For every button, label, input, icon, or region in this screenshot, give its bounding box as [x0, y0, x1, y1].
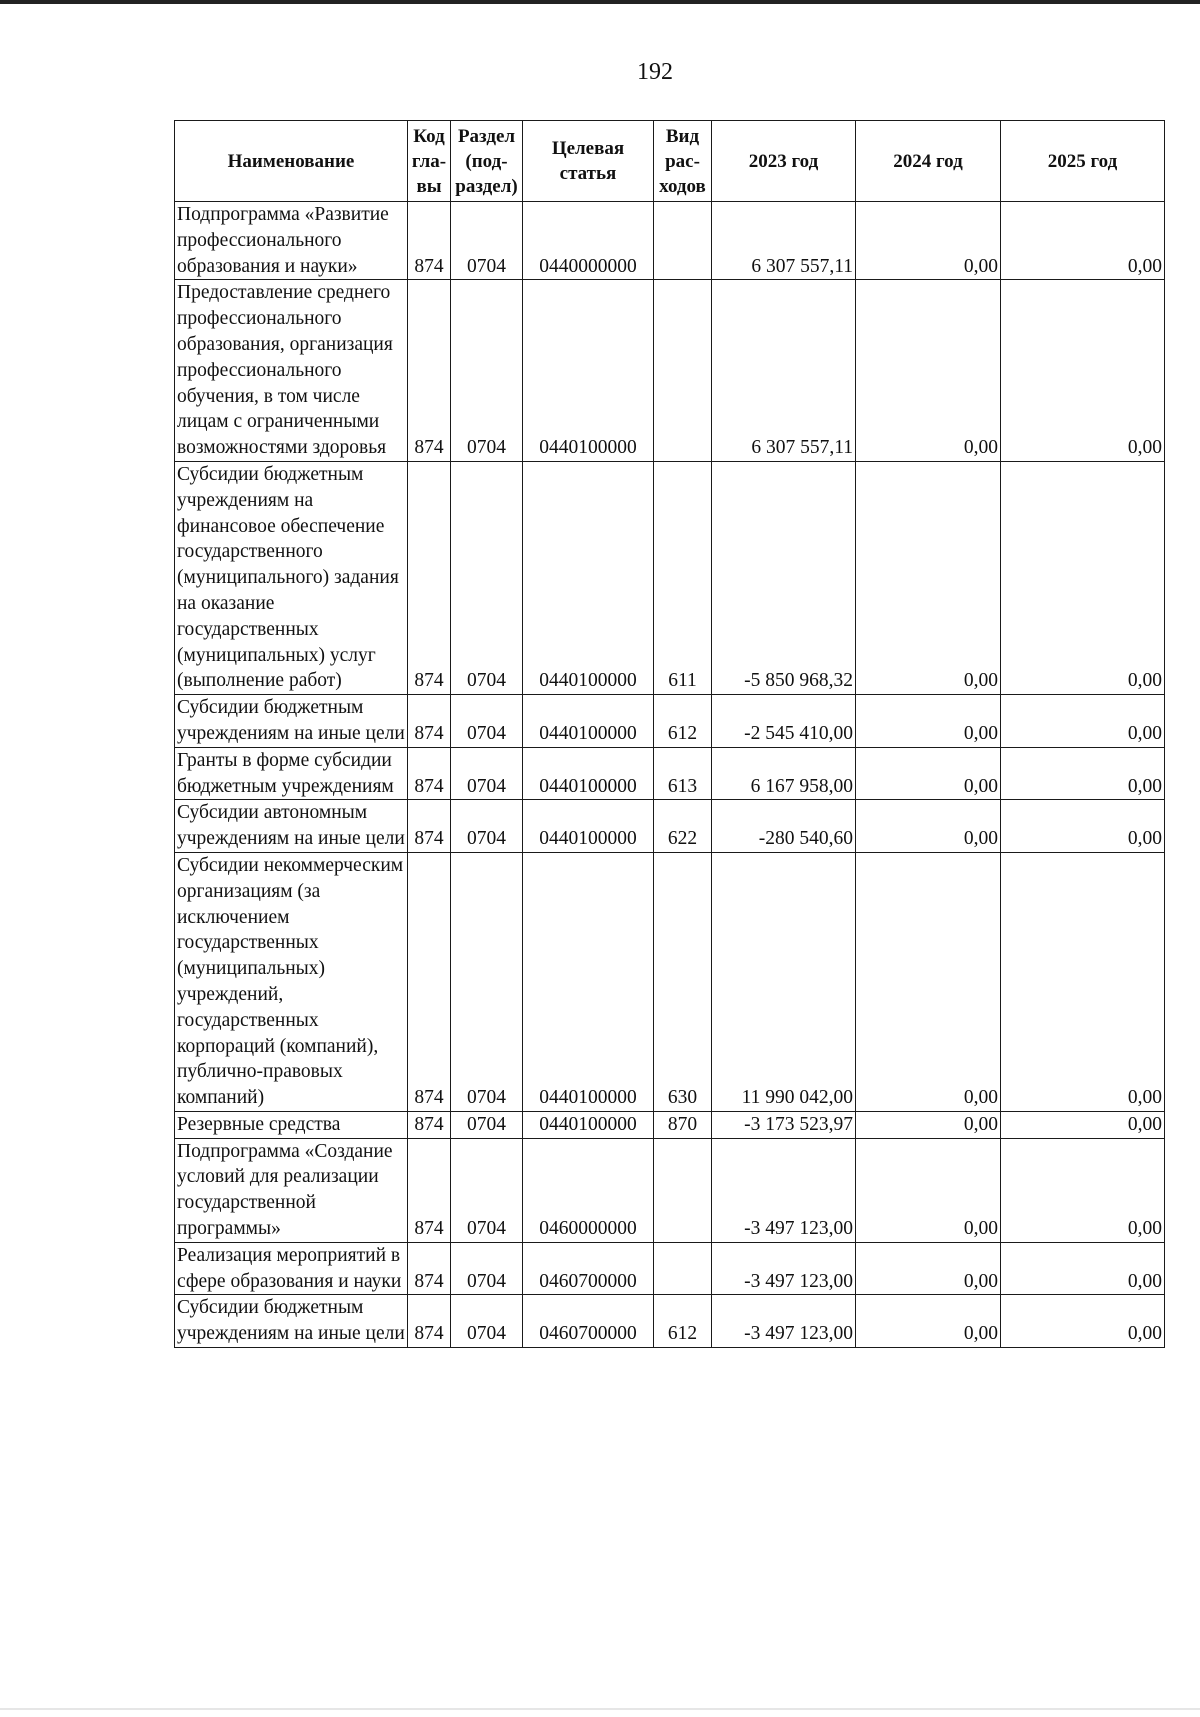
cell-2024: 0,00 [856, 1242, 1001, 1295]
cell-section: 0704 [451, 1111, 523, 1138]
cell-2025: 0,00 [1001, 695, 1165, 748]
cell-target-article: 0460700000 [523, 1242, 654, 1295]
cell-name: Субсидии бюджетным учреждениям на иные цели [175, 1295, 408, 1348]
cell-expense-type [654, 280, 712, 462]
cell-name: Субсидии некоммерческим организациям (за исключением государственных (муниципальных) учреждений, государственных корпораций (компаний), публично-правовых компаний) [175, 852, 408, 1111]
table-row [175, 1138, 1165, 1242]
cell-2025: 0,00 [1001, 747, 1165, 800]
header-2023: 2023 год [712, 121, 856, 202]
cell-chapter-code: 874 [408, 1111, 451, 1138]
cell-target-article: 0440100000 [523, 280, 654, 462]
table-row [175, 202, 1165, 280]
table-row [175, 280, 1165, 462]
cell-chapter-code: 874 [408, 747, 451, 800]
cell-2025: 0,00 [1001, 202, 1165, 280]
cell-expense-type: 611 [654, 461, 712, 694]
scan-top-edge [0, 0, 1200, 4]
table-row [175, 1295, 1165, 1348]
table-row [175, 852, 1165, 1111]
cell-chapter-code: 874 [408, 202, 451, 280]
cell-2024: 0,00 [856, 695, 1001, 748]
cell-2024: 0,00 [856, 202, 1001, 280]
cell-target-article: 0440100000 [523, 461, 654, 694]
header-row [175, 121, 1165, 202]
cell-section: 0704 [451, 280, 523, 462]
table-row [175, 747, 1165, 800]
cell-2024: 0,00 [856, 852, 1001, 1111]
table-header [175, 121, 1165, 202]
header-2024: 2024 год [856, 121, 1001, 202]
cell-2025: 0,00 [1001, 1111, 1165, 1138]
cell-target-article: 0440100000 [523, 695, 654, 748]
cell-2025: 0,00 [1001, 1242, 1165, 1295]
table-body [175, 202, 1165, 1348]
cell-expense-type: 870 [654, 1111, 712, 1138]
cell-2023: -3 497 123,00 [712, 1242, 856, 1295]
cell-section: 0704 [451, 1295, 523, 1348]
cell-expense-type: 622 [654, 800, 712, 853]
header-expense-type: Вид рас-ходов [654, 121, 712, 202]
cell-2023: 6 307 557,11 [712, 202, 856, 280]
cell-expense-type: 630 [654, 852, 712, 1111]
table-row [175, 695, 1165, 748]
cell-2023: -3 497 123,00 [712, 1138, 856, 1242]
cell-name: Резервные средства [175, 1111, 408, 1138]
cell-name: Гранты в форме субсидии бюджетным учреждениям [175, 747, 408, 800]
page-number: 192 [637, 59, 673, 85]
cell-expense-type: 613 [654, 747, 712, 800]
cell-2025: 0,00 [1001, 461, 1165, 694]
cell-name: Подпрограмма «Создание условий для реализации государственной программы» [175, 1138, 408, 1242]
cell-2024: 0,00 [856, 1138, 1001, 1242]
cell-chapter-code: 874 [408, 800, 451, 853]
cell-2023: -3 173 523,97 [712, 1111, 856, 1138]
cell-name: Реализация мероприятий в сфере образования и науки [175, 1242, 408, 1295]
cell-target-article: 0440100000 [523, 852, 654, 1111]
header-section: Раздел (под-раздел) [451, 121, 523, 202]
table-row [175, 800, 1165, 853]
cell-expense-type [654, 1138, 712, 1242]
cell-name: Субсидии автономным учреждениям на иные цели [175, 800, 408, 853]
cell-section: 0704 [451, 695, 523, 748]
cell-2023: -280 540,60 [712, 800, 856, 853]
cell-target-article: 0440100000 [523, 747, 654, 800]
cell-name: Субсидии бюджетным учреждениям на финансовое обеспечение государственного (муниципального) задания на оказание государственных (муниципальных) услуг (выполнение работ) [175, 461, 408, 694]
cell-chapter-code: 874 [408, 461, 451, 694]
cell-chapter-code: 874 [408, 1138, 451, 1242]
header-2025: 2025 год [1001, 121, 1165, 202]
cell-section: 0704 [451, 1138, 523, 1242]
cell-2024: 0,00 [856, 461, 1001, 694]
cell-2023: 6 307 557,11 [712, 280, 856, 462]
table-row [175, 1111, 1165, 1138]
cell-expense-type: 612 [654, 695, 712, 748]
cell-section: 0704 [451, 461, 523, 694]
cell-2024: 0,00 [856, 747, 1001, 800]
cell-section: 0704 [451, 800, 523, 853]
cell-2025: 0,00 [1001, 1295, 1165, 1348]
table-row [175, 461, 1165, 694]
cell-section: 0704 [451, 852, 523, 1111]
cell-section: 0704 [451, 747, 523, 800]
cell-2023: -2 545 410,00 [712, 695, 856, 748]
cell-2024: 0,00 [856, 800, 1001, 853]
cell-expense-type [654, 1242, 712, 1295]
cell-target-article: 0460000000 [523, 1138, 654, 1242]
table-row [175, 1242, 1165, 1295]
cell-2024: 0,00 [856, 1295, 1001, 1348]
budget-table [174, 120, 1165, 1348]
cell-section: 0704 [451, 1242, 523, 1295]
cell-2023: -5 850 968,32 [712, 461, 856, 694]
cell-chapter-code: 874 [408, 1242, 451, 1295]
cell-section: 0704 [451, 202, 523, 280]
cell-target-article: 0460700000 [523, 1295, 654, 1348]
cell-chapter-code: 874 [408, 1295, 451, 1348]
cell-chapter-code: 874 [408, 695, 451, 748]
cell-2024: 0,00 [856, 1111, 1001, 1138]
cell-name: Подпрограмма «Развитие профессионального образования и науки» [175, 202, 408, 280]
header-chapter-code: Код глa-вы [408, 121, 451, 202]
cell-target-article: 0440100000 [523, 800, 654, 853]
cell-name: Субсидии бюджетным учреждениям на иные цели [175, 695, 408, 748]
cell-2024: 0,00 [856, 280, 1001, 462]
scan-bottom-edge [0, 1708, 1200, 1710]
cell-2023: 11 990 042,00 [712, 852, 856, 1111]
cell-2025: 0,00 [1001, 800, 1165, 853]
cell-2025: 0,00 [1001, 1138, 1165, 1242]
cell-name: Предоставление среднего профессионального образования, организация профессионального обучения, в том числе лицам с ограниченными возможностями здоровья [175, 280, 408, 462]
cell-2023: -3 497 123,00 [712, 1295, 856, 1348]
cell-target-article: 0440000000 [523, 202, 654, 280]
header-target-article: Целевая статья [523, 121, 654, 202]
cell-2023: 6 167 958,00 [712, 747, 856, 800]
cell-2025: 0,00 [1001, 280, 1165, 462]
cell-expense-type [654, 202, 712, 280]
cell-chapter-code: 874 [408, 280, 451, 462]
cell-target-article: 0440100000 [523, 1111, 654, 1138]
cell-expense-type: 612 [654, 1295, 712, 1348]
cell-chapter-code: 874 [408, 852, 451, 1111]
header-name: Наименование [175, 121, 408, 202]
cell-2025: 0,00 [1001, 852, 1165, 1111]
